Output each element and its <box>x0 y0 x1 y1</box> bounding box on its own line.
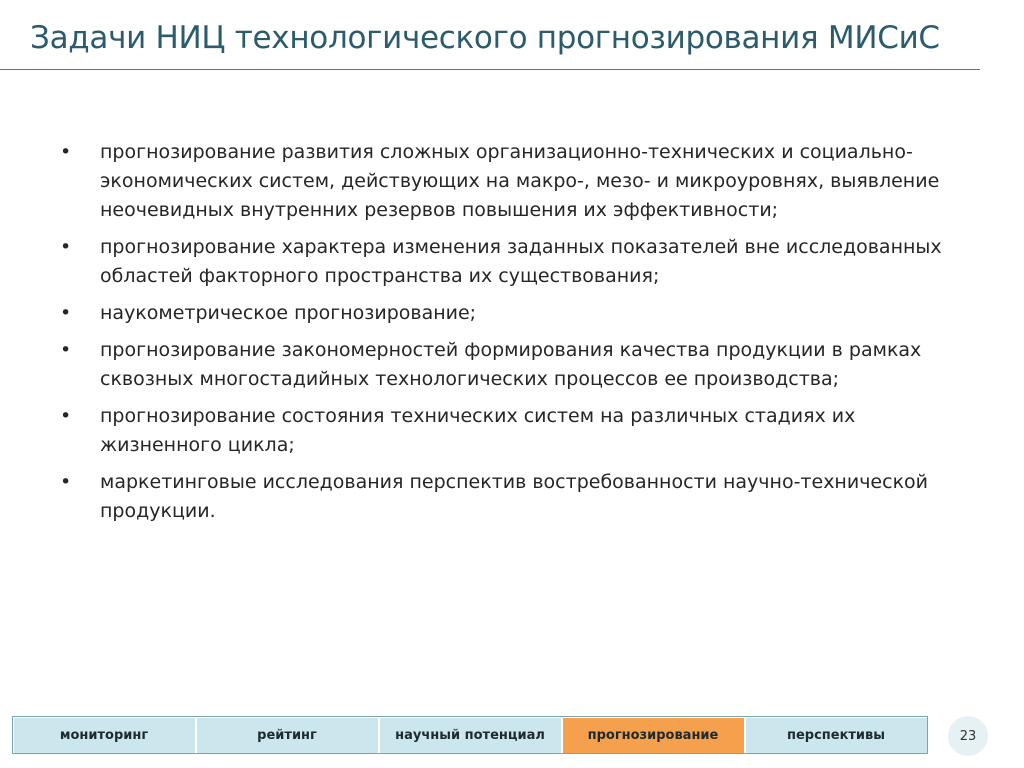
bullet-marker: • <box>60 471 72 493</box>
bullet-text: маркетинговые исследования перспектив востребованности научно-технической продукции. <box>100 471 929 522</box>
bullet-item <box>60 138 960 225</box>
nav-tab-monitoring[interactable]: мониторинг <box>13 717 196 753</box>
page-number-badge: 23 <box>948 716 988 756</box>
section-nav-bar <box>12 716 928 754</box>
bullet-text: прогнозирование развития сложных организационно-технических и социально-экономических систем, действующих на макро-, мезо- и микроуровнях, выявление неочевидных внутренних резервов повышения их эффективности; <box>100 141 940 221</box>
bullet-marker: • <box>60 302 72 324</box>
bullet-text: прогнозирование характера изменения заданных показателей вне исследованных областей факторного пространства их существования; <box>100 236 942 287</box>
nav-tab-prospects[interactable]: перспективы <box>745 717 927 753</box>
bullet-text: наукометрическое прогнозирование; <box>100 302 477 324</box>
bullet-marker: • <box>60 236 72 258</box>
bullet-item <box>60 233 960 291</box>
nav-tab-forecasting[interactable]: прогнозирование <box>562 717 745 753</box>
bullet-text: прогнозирование закономерностей формирования качества продукции в рамках сквозных многостадийных технологических процессов ее производства; <box>100 339 922 390</box>
nav-tab-rating[interactable]: рейтинг <box>196 717 379 753</box>
slide-title: Задачи НИЦ технологического прогнозирования МИСиС <box>30 20 940 56</box>
bullet-text: прогнозирование состояния технических систем на различных стадиях их жизненного цикла; <box>100 405 856 456</box>
bullet-item <box>60 468 960 526</box>
bullet-marker: • <box>60 339 72 361</box>
bullet-marker: • <box>60 141 72 163</box>
bullet-item <box>60 299 960 328</box>
bullet-item <box>60 336 960 394</box>
bullet-item <box>60 402 960 460</box>
nav-tab-scientific-potential[interactable]: научный потенциал <box>379 717 562 753</box>
title-divider <box>0 69 980 70</box>
bullet-marker: • <box>60 405 72 427</box>
bullet-list <box>60 138 960 534</box>
